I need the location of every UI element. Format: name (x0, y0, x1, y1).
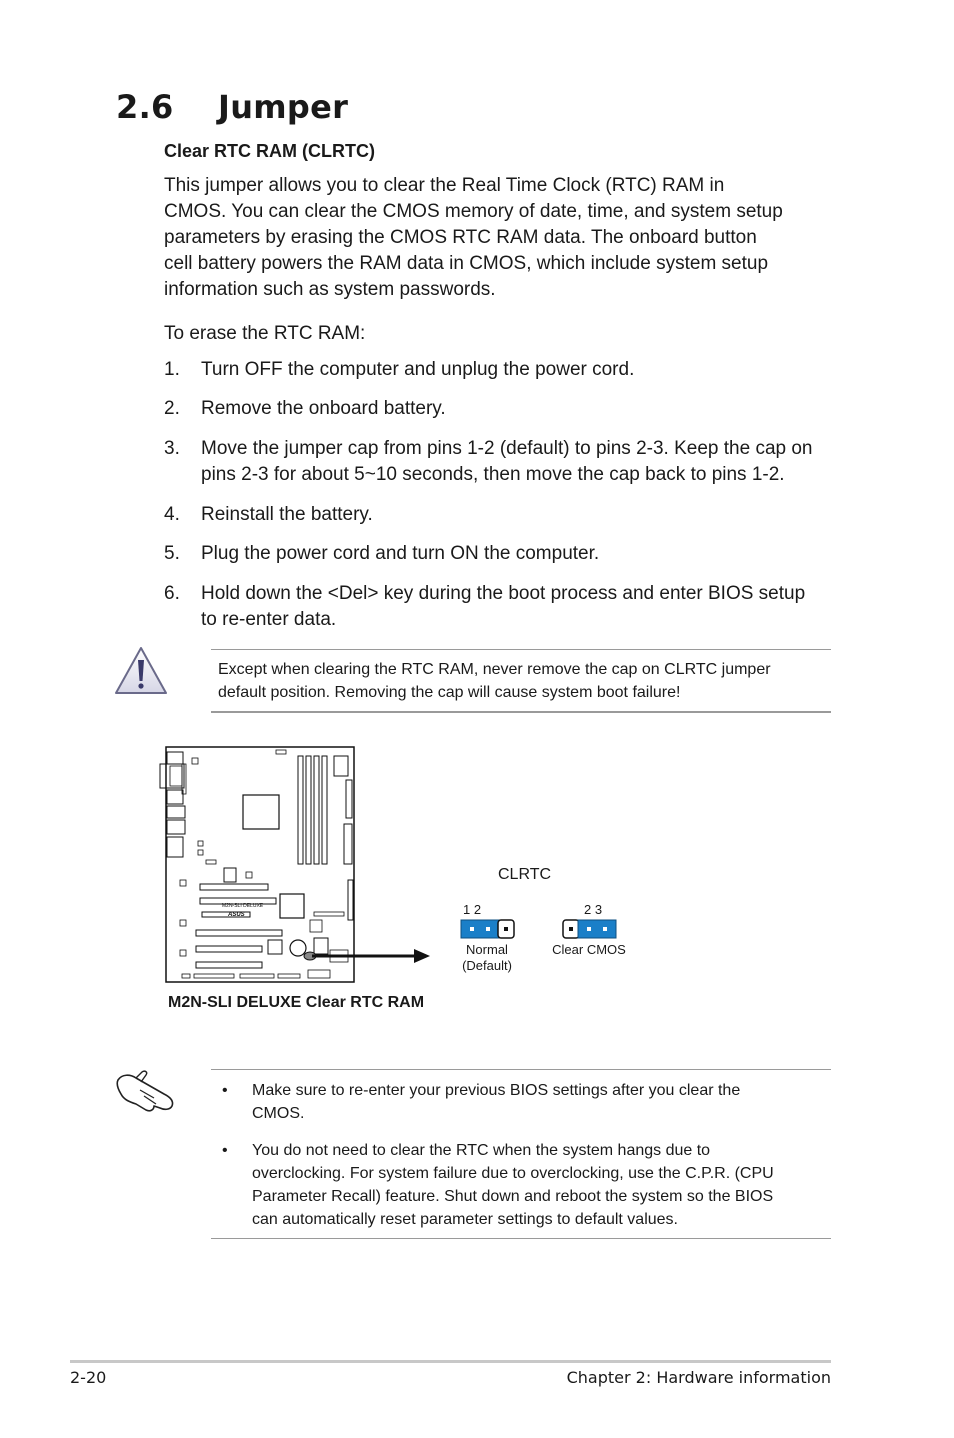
caution-text (218, 658, 828, 704)
bullet-text: CMOS. (252, 1105, 305, 1122)
step-number: 2. (164, 398, 180, 419)
step-item (164, 357, 844, 383)
step-number: 6. (164, 583, 180, 604)
jumper-label: CLRTC (498, 866, 552, 883)
bullet-text: Parameter Recall) feature. Shut down and reboot the system so the BIOS (252, 1188, 774, 1205)
intro-line: cell battery powers the RAM data in CMOS, which include system setup (164, 253, 769, 274)
jumper-normal-icon (460, 918, 516, 942)
step-text: Hold down the <Del> key during the boot process and enter BIOS setup (201, 583, 806, 604)
step-text: to re-enter data. (201, 609, 337, 630)
bullet-text: You do not need to clear the RTC when the system hangs due to (252, 1142, 711, 1159)
intro-line: parameters by erasing the CMOS RTC RAM data. The onboard button (164, 227, 757, 248)
intro-paragraph (164, 173, 824, 303)
hand-pointing-icon (114, 1066, 180, 1116)
step-item (164, 436, 844, 488)
normal-label (446, 942, 528, 974)
intro-line: CMOS. You can clear the CMOS memory of date, time, and system setup (164, 201, 783, 222)
bullet-text: Make sure to re-enter your previous BIOS settings after you clear the (252, 1082, 741, 1099)
footer-rule (70, 1360, 831, 1363)
pointer-arrow (300, 944, 436, 966)
caution-line: Except when clearing the RTC RAM, never remove the cap on CLRTC jumper (218, 661, 771, 678)
step-number: 3. (164, 438, 180, 459)
erase-heading: To erase the RTC RAM: (164, 323, 366, 344)
note-bottom-rule (211, 1238, 831, 1239)
caution-bottom-rule (211, 711, 831, 713)
bullet-mark: • (222, 1082, 228, 1099)
bullet-text: overclocking. For system failure due to overclocking, use the C.P.R. (CPU (252, 1165, 774, 1182)
page-number: 2-20 (70, 1368, 107, 1387)
step-text: Turn OFF the computer and unplug the power cord. (201, 359, 635, 380)
step-item (164, 581, 844, 633)
step-text: Move the jumper cap from pins 1-2 (default) to pins 2-3. Keep the cap on (201, 438, 813, 459)
normal-pin-numbers: 1 2 (463, 902, 482, 917)
bullet-text: can automatically reset parameter settings to default values. (252, 1211, 678, 1228)
step-item (164, 541, 844, 567)
subheading: Clear RTC RAM (CLRTC) (164, 141, 375, 161)
step-number: 5. (164, 543, 180, 564)
step-text: Remove the onboard battery. (201, 398, 446, 419)
caution-top-rule (211, 649, 831, 650)
board-label: M2N-SLI DELUXE (222, 903, 264, 909)
clear-pin-numbers: 2 3 (584, 902, 603, 917)
chapter-title: Chapter 2: Hardware information (566, 1368, 831, 1387)
step-text: Plug the power cord and turn ON the computer. (201, 543, 600, 564)
page-title (116, 88, 348, 126)
step-text: pins 2-3 for about 5~10 seconds, then move the cap back to pins 1-2. (201, 464, 785, 485)
clear-label: Clear CMOS (552, 942, 626, 957)
note-bullet-item (222, 1079, 822, 1125)
note-top-rule (211, 1069, 831, 1070)
note-bullet-item (222, 1139, 822, 1231)
normal-label-line: (Default) (462, 958, 512, 973)
normal-label-line: Normal (466, 942, 508, 957)
intro-line: This jumper allows you to clear the Real Time Clock (RTC) RAM in (164, 175, 725, 196)
section-title: Jumper (218, 88, 349, 126)
board-logo: ASUS (228, 912, 245, 918)
caution-triangle-icon (113, 645, 169, 697)
figure-caption: M2N-SLI DELUXE Clear RTC RAM (168, 994, 425, 1011)
section-number: 2.6 (116, 88, 174, 126)
intro-line: information such as system passwords. (164, 279, 496, 300)
jumper-clear-icon (561, 918, 617, 942)
step-item (164, 396, 844, 422)
bullet-mark: • (222, 1142, 228, 1159)
step-item (164, 502, 844, 528)
step-number: 1. (164, 359, 180, 380)
caution-line: default position. Removing the cap will cause system boot failure! (218, 684, 681, 701)
step-number: 4. (164, 504, 180, 525)
step-text: Reinstall the battery. (201, 504, 373, 525)
